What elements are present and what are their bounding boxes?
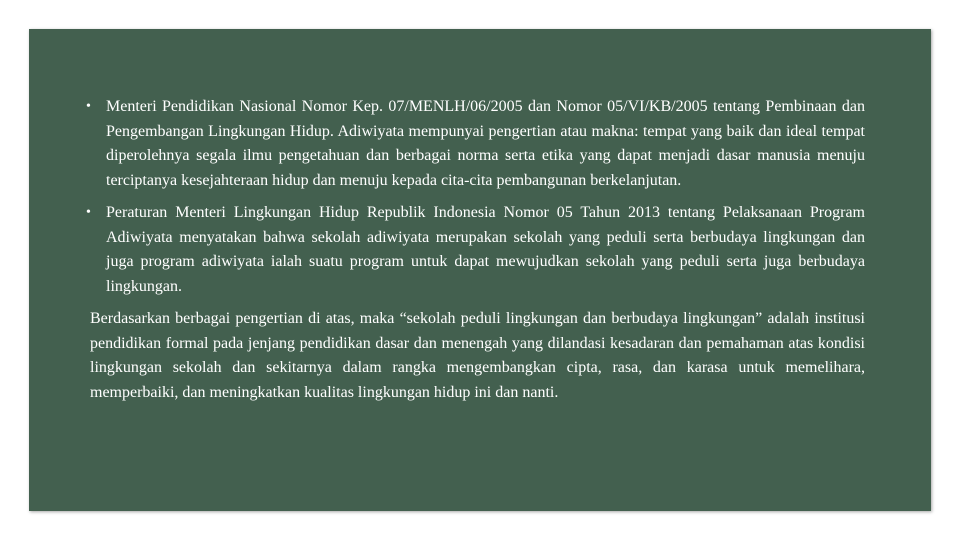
bullet-icon: • [86,205,91,220]
bullet-text: Peraturan Menteri Lingkungan Hidup Republik Indonesia Nomor 05 Tahun 2013 tentang Pelaksanaan Program Adiwiyata menyatakan bahwa sekolah adiwiyata merupakan sekolah yang peduli serta berbudaya lingkungan dan juga program adiwiyata ialah suatu program untuk dapat mewujudkan sekolah yang peduli serta juga berbudaya lingkungan. [106,204,865,295]
conclusion-paragraph: Berdasarkan berbagai pengertian di atas, maka “sekolah peduli lingkungan dan berbudaya lingkungan” adalah institusi pendidikan formal pada jenjang pendidikan dasar dan menengah yang dilandasi kesadaran dan pemahaman atas kondisi lingkungan sekolah dan sekitarnya dalam rangka mengembangkan cipta, rasa, dan karasa untuk memelihara, memperbaiki, dan meningkatkan kualitas lingkungan hidup ini dan nanti. [90,310,865,401]
slide-content [62,95,865,405]
bullet-item-menteri-pendidikan [62,95,865,193]
bullet-text: Menteri Pendidikan Nasional Nomor Kep. 07/MENLH/06/2005 dan Nomor 05/VI/KB/2005 tentang Pembinaan dan Pengembangan Lingkungan Hidup. Adiwiyata mempunyai pengertian atau makna: tempat yang baik dan ideal tempat diperolehnya segala ilmu pengetahuan dan berbagai norma serta etika yang dapat menjadi dasar manusia menuju terciptanya kesejahteraan hidup dan menuju kepada cita-cita pembangunan berkelanjutan. [106,98,865,189]
bullet-item-peraturan-menteri [62,201,865,299]
bullet-list [62,95,865,299]
bullet-icon: • [86,99,91,114]
